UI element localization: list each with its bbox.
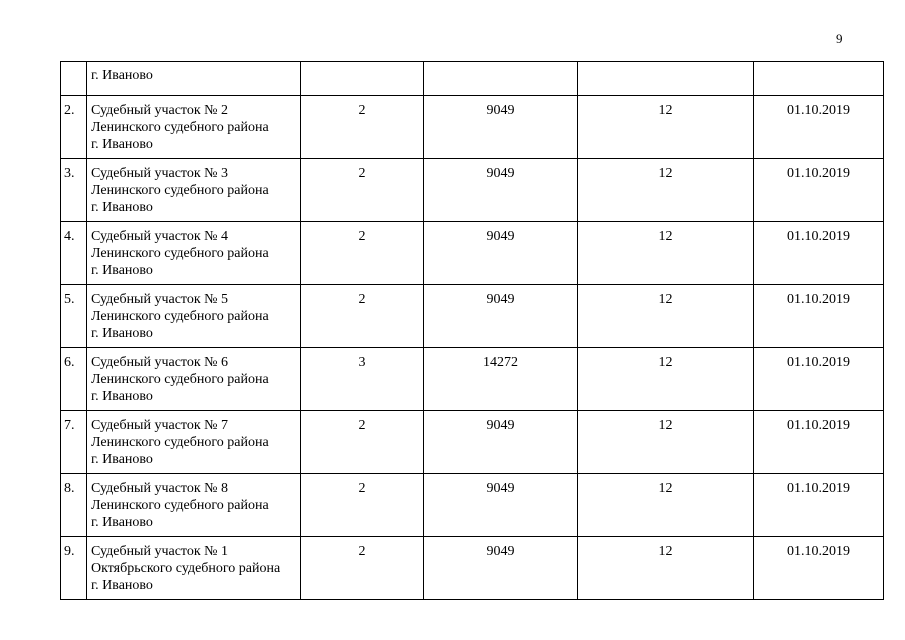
court-name-cell: [87, 159, 301, 222]
value-cell-4: 9049: [424, 159, 578, 222]
value-cell-5: 12: [578, 159, 754, 222]
court-name-line: г. Иваново: [91, 326, 153, 341]
value-cell-5: 12: [578, 222, 754, 285]
value-cell-4: 9049: [424, 411, 578, 474]
value-cell-3: 2: [301, 285, 424, 348]
court-name-cell: [87, 474, 301, 537]
table-row: [61, 348, 884, 411]
date-cell: 01.10.2019: [754, 222, 884, 285]
value-cell-4: 9049: [424, 96, 578, 159]
court-name-line: Ленинского судебного района: [91, 183, 269, 198]
court-name-line: Судебный участок № 3: [91, 166, 229, 181]
date-cell: 01.10.2019: [754, 348, 884, 411]
value-cell-4: 9049: [424, 474, 578, 537]
value-cell-3: 2: [301, 222, 424, 285]
date-cell: 01.10.2019: [754, 159, 884, 222]
court-name-cell: [87, 222, 301, 285]
row-number-cell: 9.: [61, 537, 87, 600]
value-cell-3: [301, 62, 424, 96]
court-districts-table: [60, 61, 884, 600]
value-cell-3: 2: [301, 159, 424, 222]
value-cell-5: 12: [578, 348, 754, 411]
court-name-line: Судебный участок № 6: [91, 355, 229, 370]
value-cell-5: 12: [578, 96, 754, 159]
value-cell-4: [424, 62, 578, 96]
value-cell-5: 12: [578, 474, 754, 537]
table-row: [61, 159, 884, 222]
court-name-cell: [87, 285, 301, 348]
court-name-line: г. Иваново: [91, 200, 153, 215]
court-name-line: Судебный участок № 8: [91, 481, 229, 496]
court-name-line: г. Иваново: [91, 452, 153, 467]
date-cell: 01.10.2019: [754, 285, 884, 348]
court-name-line: г. Иваново: [91, 578, 153, 593]
table-row: [61, 222, 884, 285]
table-row: [61, 411, 884, 474]
court-name-line: г. Иваново: [91, 389, 153, 404]
table-row: [61, 474, 884, 537]
court-name-cell: [87, 348, 301, 411]
court-name-line: Судебный участок № 4: [91, 229, 229, 244]
value-cell-4: 9049: [424, 222, 578, 285]
court-name-line: Ленинского судебного района: [91, 435, 269, 450]
table-row: [61, 96, 884, 159]
date-cell: [754, 62, 884, 96]
court-name-cell: [87, 62, 301, 96]
value-cell-4: 14272: [424, 348, 578, 411]
value-cell-3: 2: [301, 411, 424, 474]
table-row: [61, 537, 884, 600]
court-name-line: Октябрьского судебного района: [91, 561, 281, 576]
table-body: [61, 96, 884, 600]
court-name-cell: [87, 96, 301, 159]
row-number-cell: 8.: [61, 474, 87, 537]
court-name-line: Судебный участок № 2: [91, 103, 229, 118]
date-cell: 01.10.2019: [754, 537, 884, 600]
row-number-cell: 4.: [61, 222, 87, 285]
court-name-line: г. Иваново: [91, 263, 153, 278]
row-number-cell: [61, 62, 87, 96]
value-cell-5: 12: [578, 537, 754, 600]
row-number-cell: 6.: [61, 348, 87, 411]
table-row: [61, 285, 884, 348]
value-cell-4: 9049: [424, 285, 578, 348]
row-number-cell: 3.: [61, 159, 87, 222]
row-number-cell: 7.: [61, 411, 87, 474]
value-cell-3: 2: [301, 537, 424, 600]
court-name-line: Судебный участок № 7: [91, 418, 229, 433]
court-name-cell: [87, 537, 301, 600]
value-cell-5: [578, 62, 754, 96]
court-name-line: Ленинского судебного района: [91, 246, 269, 261]
court-name-line: Ленинского судебного района: [91, 372, 269, 387]
value-cell-4: 9049: [424, 537, 578, 600]
table-row: [61, 62, 884, 96]
date-cell: 01.10.2019: [754, 411, 884, 474]
court-name-line: г. Иваново: [91, 515, 153, 530]
date-cell: 01.10.2019: [754, 474, 884, 537]
court-name-line: Судебный участок № 5: [91, 292, 229, 307]
court-name-line: г. Иваново: [91, 68, 153, 83]
court-name-line: Ленинского судебного района: [91, 498, 269, 513]
court-name-line: Судебный участок № 1: [91, 544, 229, 559]
value-cell-5: 12: [578, 285, 754, 348]
court-name-line: Ленинского судебного района: [91, 120, 269, 135]
value-cell-3: 3: [301, 348, 424, 411]
court-name-line: г. Иваново: [91, 137, 153, 152]
row-number-cell: 2.: [61, 96, 87, 159]
court-name-cell: [87, 411, 301, 474]
value-cell-3: 2: [301, 474, 424, 537]
value-cell-3: 2: [301, 96, 424, 159]
date-cell: 01.10.2019: [754, 96, 884, 159]
court-name-line: Ленинского судебного района: [91, 309, 269, 324]
page-number: 9: [836, 31, 843, 46]
row-number-cell: 5.: [61, 285, 87, 348]
value-cell-5: 12: [578, 411, 754, 474]
